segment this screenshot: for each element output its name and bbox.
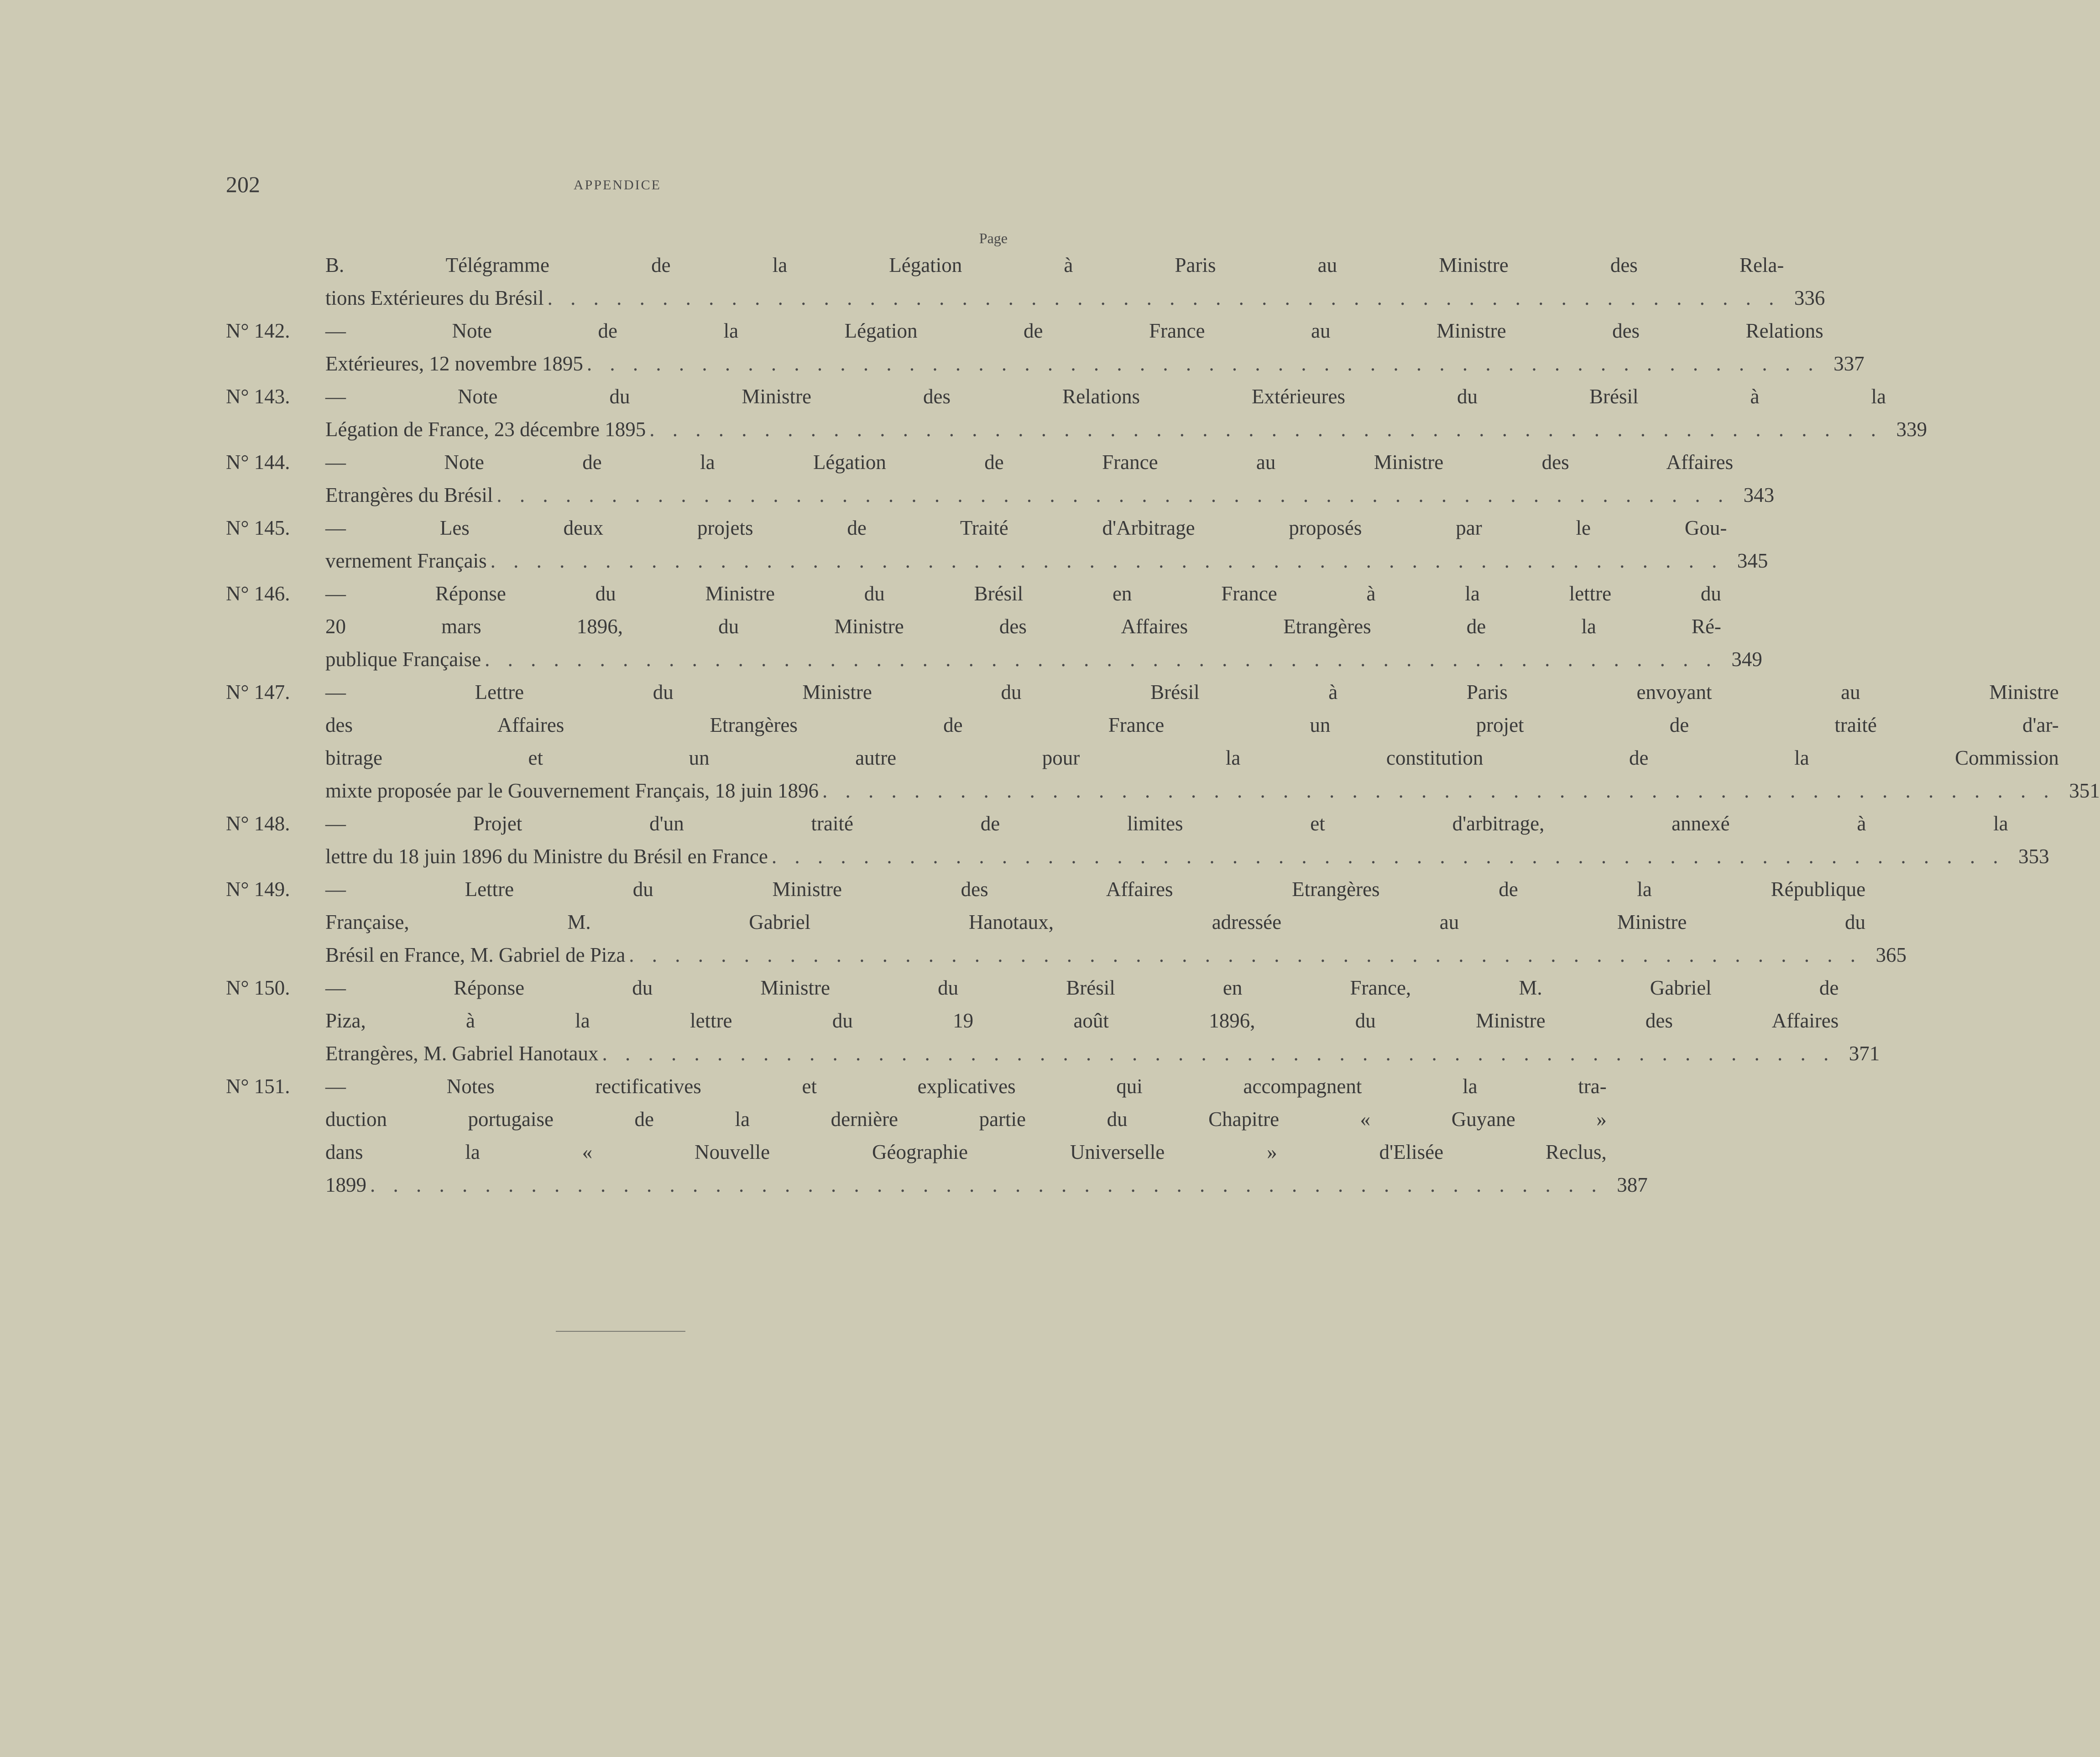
entry-title-end: Brésil en France, M. Gabriel de Piza [325, 944, 626, 966]
leader-dots: . . . . . . . . . . . . . . . . . . . . . . . . . . . . . . . . . . . . . . . . . . . . . . . . . . . . . . [602, 1042, 1835, 1065]
page-number: 202 [226, 172, 260, 197]
entry-body [325, 446, 1774, 511]
entry-line: bitrage et un autre pour la constitution de la Commission [325, 746, 2059, 769]
entry-page-number: 345 [1737, 549, 1768, 572]
end-rule [556, 1331, 685, 1332]
entry-line: — Les deux projets de Traité d'Arbitrage proposés par le Gou- [325, 516, 1727, 539]
entry-last-line [325, 479, 1774, 511]
entry-number: N° 144. [226, 451, 290, 474]
entry-line: des Affaires Etrangères de France un projet de traité d'ar- [325, 714, 2059, 736]
entry-page-number: 343 [1743, 484, 1775, 506]
entry-line: B. Télégramme de la Légation à Paris au Ministre des Rela- [325, 254, 1784, 276]
entry-last-line [325, 840, 2049, 873]
leader-dots: . . . . . . . . . . . . . . . . . . . . . . . . . . . . . . . . . . . . . . . . . . . . . . . . . . . . . . [822, 779, 2055, 802]
toc-entry [226, 314, 1865, 380]
running-head: APPENDICE [573, 177, 661, 193]
entry-number: N° 151. [226, 1075, 290, 1098]
entry-number: N° 149. [226, 878, 290, 901]
entry-line: — Lettre du Ministre du Brésil à Paris envoyant au Ministre [325, 681, 2059, 704]
page-header [226, 171, 1009, 203]
entry-line: — Note de la Légation de France au Ministre des Affaires [325, 451, 1734, 474]
entry-line: dans la « Nouvelle Géographie Universelle » d'Elisée Reclus, [325, 1141, 1607, 1163]
entry-number: N° 143. [226, 385, 290, 408]
entry-page-number: 387 [1617, 1173, 1648, 1196]
entry-line: duction portugaise de la dernière partie du Chapitre « Guyane » [325, 1108, 1607, 1131]
entry-last-line [325, 1037, 1880, 1070]
entry-body [325, 380, 1927, 446]
entry-last-line [325, 413, 1927, 446]
entry-line: — Note du Ministre des Relations Extérieures du Brésil à la [325, 385, 1886, 408]
toc-entry [226, 577, 1762, 676]
entry-page-number: 351 [2069, 779, 2100, 802]
entry-title-end: Légation de France, 23 décembre 1895 [325, 418, 646, 441]
entry-title-end: vernement Français [325, 549, 487, 572]
entry-last-line [325, 347, 1865, 380]
leader-dots: . . . . . . . . . . . . . . . . . . . . . . . . . . . . . . . . . . . . . . . . . . . . . . . . . . . . . . [490, 549, 1724, 572]
toc-entry [226, 807, 2049, 873]
leader-dots: . . . . . . . . . . . . . . . . . . . . . . . . . . . . . . . . . . . . . . . . . . . . . . . . . . . . . . [485, 648, 1718, 671]
toc-entry [226, 1070, 1648, 1201]
table-of-contents [226, 249, 2100, 1201]
entry-number: N° 142. [226, 319, 290, 342]
entry-title-end: 1899 [325, 1173, 366, 1196]
entry-body [325, 1070, 1648, 1201]
entry-page-number: 339 [1896, 418, 1927, 441]
entry-page-number: 365 [1875, 944, 1907, 966]
leader-dots: . . . . . . . . . . . . . . . . . . . . . . . . . . . . . . . . . . . . . . . . . . . . . . . . . . . . . . [547, 287, 1781, 309]
toc-entry [226, 971, 1880, 1070]
entry-line: — Notes rectificatives et explicatives qui accompagnent la tra- [325, 1075, 1607, 1098]
entry-last-line [325, 643, 1762, 676]
entry-title-end: Etrangères du Brésil [325, 484, 493, 506]
toc-entry [226, 676, 2100, 807]
entry-title-end: publique Française [325, 648, 481, 671]
entry-body [325, 873, 1907, 971]
entry-body [325, 314, 1865, 380]
entry-title-end: tions Extérieures du Brésil [325, 287, 544, 309]
entry-page-number: 337 [1834, 352, 1865, 375]
toc-entry [226, 446, 1775, 511]
entry-title-end: lettre du 18 juin 1896 du Ministre du Brésil en France [325, 845, 768, 868]
entry-page-number: 353 [2018, 845, 2049, 868]
entry-body [325, 511, 1768, 577]
entry-line: — Réponse du Ministre du Brésil en France, M. Gabriel de [325, 976, 1839, 999]
entry-page-number: 336 [1794, 287, 1825, 309]
entry-line: — Lettre du Ministre des Affaires Etrangères de la République [325, 878, 1866, 901]
entry-body [325, 971, 1880, 1070]
entry-last-line [325, 1168, 1648, 1201]
entry-body [325, 676, 2100, 807]
entry-body [325, 807, 2049, 873]
leader-dots: . . . . . . . . . . . . . . . . . . . . . . . . . . . . . . . . . . . . . . . . . . . . . . . . . . . . . . [771, 845, 2005, 868]
leader-dots: . . . . . . . . . . . . . . . . . . . . . . . . . . . . . . . . . . . . . . . . . . . . . . . . . . . . . . [496, 484, 1730, 506]
entry-body [325, 249, 1825, 314]
entry-number [226, 249, 325, 314]
entry-body [325, 577, 1762, 676]
entry-number: N° 147. [226, 681, 290, 704]
entry-line: Piza, à la lettre du 19 août 1896, du Ministre des Affaires [325, 1009, 1839, 1032]
entry-page-number: 371 [1849, 1042, 1880, 1065]
entry-line: — Réponse du Ministre du Brésil en France à la lettre du [325, 582, 1721, 605]
entry-line: — Projet d'un traité de limites et d'arbitrage, annexé à la [325, 812, 2008, 835]
entry-last-line [325, 282, 1825, 314]
entry-title-end: Extérieures, 12 novembre 1895 [325, 352, 583, 375]
leader-dots: . . . . . . . . . . . . . . . . . . . . . . . . . . . . . . . . . . . . . . . . . . . . . . . . . . . . . . [629, 944, 1862, 966]
leader-dots: . . . . . . . . . . . . . . . . . . . . . . . . . . . . . . . . . . . . . . . . . . . . . . . . . . . . . . [370, 1173, 1603, 1196]
entry-number: N° 145. [226, 516, 290, 539]
entry-line: 20 mars 1896, du Ministre des Affaires Etrangères de la Ré- [325, 615, 1721, 638]
leader-dots: . . . . . . . . . . . . . . . . . . . . . . . . . . . . . . . . . . . . . . . . . . . . . . . . . . . . . . [649, 418, 1882, 441]
entry-line: — Note de la Légation de France au Ministre des Relations [325, 319, 1823, 342]
leader-dots: . . . . . . . . . . . . . . . . . . . . . . . . . . . . . . . . . . . . . . . . . . . . . . . . . . . . . . [586, 352, 1820, 375]
entry-line: Française, M. Gabriel Hanotaux, adressée au Ministre du [325, 911, 1866, 933]
entry-last-line [325, 938, 1907, 971]
entry-title-end: Etrangères, M. Gabriel Hanotaux [325, 1042, 599, 1065]
entry-title-end: mixte proposée par le Gouvernement Français, 18 juin 1896 [325, 779, 819, 802]
entry-number: N° 148. [226, 812, 290, 835]
entry-page-number: 349 [1731, 648, 1762, 671]
toc-entry [226, 380, 1927, 446]
entry-number: N° 146. [226, 582, 290, 605]
page-column-label: Page [979, 230, 1008, 246]
toc-entry [226, 511, 1768, 577]
toc-entry [226, 873, 1907, 971]
entry-number: N° 150. [226, 976, 290, 999]
toc-entry [226, 249, 1825, 314]
entry-last-line [325, 774, 2100, 807]
entry-last-line [325, 544, 1768, 577]
